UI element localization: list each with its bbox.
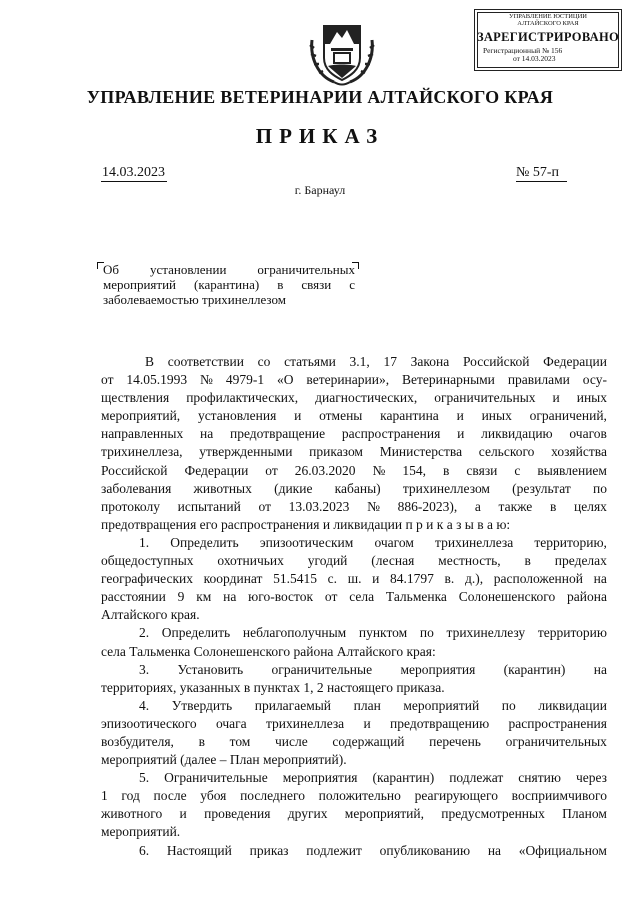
- body-line: [101, 643, 607, 661]
- body-word: села Тальменка Солонешенского района Алтайского края:: [101, 643, 436, 659]
- body-word: Определить: [161, 625, 231, 641]
- body-word: мероприятий (далее – План мероприятий).: [101, 752, 347, 768]
- body-word: 51.5415: [273, 571, 317, 587]
- body-word: соответствии: [167, 354, 244, 369]
- body-line: [101, 498, 607, 516]
- body-word: от: [101, 372, 114, 388]
- body-line: [101, 679, 607, 697]
- body-word: мероприятий: [403, 697, 480, 713]
- body-word: последнего: [240, 788, 305, 804]
- body-word: Ограничительные: [164, 770, 268, 786]
- body-word: 1: [101, 788, 108, 804]
- body-word: осу-: [582, 372, 607, 388]
- body-word: проведения: [204, 806, 271, 822]
- body-word: территорию: [537, 625, 607, 641]
- body-word: распространения: [341, 426, 441, 442]
- body-word: после: [153, 788, 187, 804]
- body-word: (лесная: [371, 553, 415, 569]
- body-word: и: [294, 408, 302, 424]
- body-word: протоколу: [101, 498, 160, 514]
- body-line: [101, 787, 607, 805]
- body-word: в: [524, 553, 531, 569]
- body-word: Министерства: [379, 444, 463, 460]
- body-word: 13.03.2023: [288, 498, 350, 514]
- body-word: с: [514, 462, 521, 478]
- body-word: 14.05.1993: [126, 372, 188, 388]
- body-word: территориях, указанных в пунктах 1, 2 настоящего приказа.: [101, 679, 445, 695]
- body-word: предусмотренных: [441, 806, 545, 822]
- body-line: [101, 769, 607, 787]
- body-word: профилактических,: [186, 390, 299, 406]
- body-word: со: [257, 354, 271, 369]
- body-word: (результат: [512, 480, 571, 496]
- body-word: и: [372, 571, 380, 587]
- body-word: 17: [383, 354, 397, 369]
- body-word: В: [145, 354, 155, 369]
- body-word: в: [549, 498, 557, 514]
- body-word: и: [179, 806, 187, 822]
- body-word: Солонешенского: [458, 589, 556, 605]
- body-word: (дикие: [274, 480, 313, 496]
- body-word: отмены: [319, 408, 363, 424]
- body-line: [101, 697, 607, 715]
- body-word: и: [552, 390, 560, 406]
- body-word: неблагополучным: [242, 625, 347, 641]
- body-word: по: [501, 697, 516, 713]
- stamp-reg-number: Регистрационный № 156: [483, 46, 563, 55]
- stamp-authority-line2: АЛТАЙСКОГО КРАЯ: [517, 20, 579, 27]
- body-word: Федерации: [184, 462, 249, 478]
- subject-line: [103, 262, 355, 277]
- body-word: 3.: [139, 661, 150, 677]
- body-word: очагов: [569, 426, 607, 442]
- order-subject: [103, 262, 355, 307]
- body-word: и: [363, 715, 371, 731]
- body-word: ограничительных: [434, 390, 536, 406]
- body-word: мероприятия: [282, 770, 358, 786]
- registration-stamp: [474, 9, 622, 71]
- body-word: Ветеринарными: [402, 372, 495, 388]
- body-word: на: [487, 842, 502, 858]
- order-body: [101, 353, 607, 860]
- body-word: подлежат: [449, 770, 504, 786]
- body-line: [101, 425, 607, 443]
- body-word: трихинеллеза,: [101, 444, 183, 460]
- body-word: год: [121, 788, 140, 804]
- order-number: № 57-п: [516, 165, 567, 182]
- body-word: эпизоотического: [101, 715, 197, 731]
- body-word: предотвращению: [390, 715, 490, 731]
- body-word: ограничений,: [529, 408, 607, 424]
- body-word: кабаны): [334, 480, 381, 496]
- body-word: ществления: [101, 390, 170, 406]
- body-word: 9: [177, 589, 185, 605]
- body-word: опубликованию: [379, 842, 471, 858]
- stamp-status: ЗАРЕГИСТРИРОВАНО: [476, 30, 620, 44]
- subject-word: в: [277, 277, 284, 292]
- body-word: юго-восток: [248, 589, 314, 605]
- body-word: №: [372, 462, 386, 478]
- body-word: направленных: [101, 426, 184, 442]
- body-word: по: [592, 480, 607, 496]
- body-word: географических: [101, 571, 193, 587]
- body-word: общедоступных: [101, 553, 194, 569]
- subject-line: [103, 292, 355, 307]
- body-word: местность,: [438, 553, 501, 569]
- subject-word: Об: [103, 262, 120, 277]
- body-word: Утвердить: [171, 697, 233, 713]
- body-word: Определить: [170, 534, 239, 550]
- body-word: в.: [444, 571, 455, 587]
- body-word: Планом: [562, 806, 607, 822]
- subject-word: связи: [301, 277, 332, 292]
- body-line: [101, 661, 607, 679]
- body-word: положительно: [318, 788, 401, 804]
- body-line: [101, 805, 607, 823]
- body-word: Российской: [101, 462, 168, 478]
- body-word: на: [593, 661, 607, 677]
- order-date: 14.03.2023: [102, 165, 165, 180]
- body-line: [101, 588, 607, 606]
- body-word: возбудителя,: [101, 733, 174, 749]
- body-word: ветеринарии»,: [306, 372, 390, 388]
- body-word: хозяйства: [551, 444, 607, 460]
- body-word: трихинеллеза: [435, 534, 514, 550]
- body-word: карантина: [380, 408, 439, 424]
- body-word: подлежит: [306, 842, 362, 858]
- body-word: ш.: [347, 571, 362, 587]
- body-word: расположенной: [493, 571, 583, 587]
- body-word: животных: [193, 480, 252, 496]
- body-line: [101, 443, 607, 461]
- body-line: [101, 534, 607, 552]
- stamp-authority-line1: УПРАВЛЕНИЕ ЮСТИЦИИ: [509, 13, 587, 20]
- subject-word: мероприятий: [103, 277, 176, 292]
- subject-word: с: [349, 277, 355, 292]
- body-word: села: [349, 589, 375, 605]
- body-word: числе: [275, 733, 308, 749]
- body-word: утвержденными: [199, 444, 293, 460]
- body-word: животного: [101, 806, 163, 822]
- body-word: на: [223, 589, 237, 605]
- body-word: трихинеллеза: [265, 715, 345, 731]
- body-line: [101, 842, 607, 860]
- body-word: на: [593, 571, 607, 587]
- document-type: ПРИКАЗ: [255, 124, 385, 148]
- body-word: диагностических,: [315, 390, 418, 406]
- body-word: (карантин): [503, 661, 566, 677]
- body-word: 1.: [139, 534, 150, 550]
- order-city: г. Барнаул: [294, 183, 346, 197]
- body-word: иных: [576, 390, 607, 406]
- body-word: правилами: [507, 372, 570, 388]
- body-word: трихинеллезом: [402, 480, 490, 496]
- body-line: [101, 552, 607, 570]
- body-word: территорию,: [534, 534, 607, 550]
- body-word: расстоянии: [101, 589, 166, 605]
- body-word: эпизоотическим: [259, 534, 354, 550]
- body-word: мероприятий,: [344, 806, 424, 822]
- body-word: реагирующего: [414, 788, 498, 804]
- body-word: охотничьих: [217, 553, 284, 569]
- body-word: пунктом: [358, 625, 408, 641]
- organization-title: УПРАВЛЕНИЕ ВЕТЕРИНАРИИ АЛТАЙСКОГО КРАЯ: [86, 87, 554, 107]
- body-word: Закона: [410, 354, 450, 369]
- body-word: в: [443, 462, 450, 478]
- body-word: установления: [197, 408, 277, 424]
- body-word: ограничительных: [505, 733, 607, 749]
- body-word: 4979-1: [225, 372, 265, 388]
- body-word: выявлением: [537, 462, 607, 478]
- body-word: №: [200, 372, 213, 388]
- body-line: [101, 570, 607, 588]
- body-word: по: [419, 625, 434, 641]
- body-word: пределах: [554, 553, 607, 569]
- body-word: 26.03.2020: [294, 462, 356, 478]
- body-word: 154,: [402, 462, 427, 478]
- body-line: [101, 389, 607, 407]
- body-word: в: [198, 733, 205, 749]
- body-word: снятию: [518, 770, 561, 786]
- body-word: «Официальном: [518, 842, 607, 858]
- body-line: [101, 624, 607, 642]
- body-word: через: [575, 770, 607, 786]
- body-word: мероприятия: [400, 661, 476, 677]
- body-word: 4.: [139, 697, 150, 713]
- body-word: от: [258, 498, 271, 514]
- body-word: ограничительные: [271, 661, 373, 677]
- body-word: №: [367, 498, 380, 514]
- body-word: 84.1797: [390, 571, 434, 587]
- body-word: 5.: [139, 770, 150, 786]
- subject-word: установлении: [150, 262, 227, 277]
- body-word: «О: [277, 372, 294, 388]
- body-word: приказ: [249, 842, 289, 858]
- body-line: [101, 371, 607, 389]
- body-word: предотвращение: [229, 426, 326, 442]
- body-word: испытаний: [177, 498, 241, 514]
- body-line: [101, 733, 607, 751]
- body-line: [101, 715, 607, 733]
- subject-word: ограничительных: [257, 262, 355, 277]
- coat-of-arms-icon: [304, 18, 380, 88]
- body-word: ликвидацию: [481, 426, 553, 442]
- body-word: иных: [481, 408, 512, 424]
- body-word: очагом: [374, 534, 414, 550]
- body-word: связи: [466, 462, 498, 478]
- body-line: [101, 516, 607, 534]
- stamp-inner-frame: [477, 12, 619, 68]
- body-word: 886-2023),: [397, 498, 458, 514]
- body-word: от: [265, 462, 278, 478]
- body-line: [101, 751, 607, 769]
- body-word: целях: [574, 498, 607, 514]
- body-word: план: [353, 697, 381, 713]
- body-line: [101, 353, 607, 371]
- body-word: Установить: [177, 661, 244, 677]
- body-word: очага: [215, 715, 247, 731]
- body-word: 2.: [139, 625, 150, 641]
- body-word: угодий: [307, 553, 348, 569]
- body-line: [101, 823, 607, 841]
- body-word: Федерации: [543, 354, 607, 369]
- body-word: заболевания: [101, 480, 172, 496]
- body-word: км: [196, 589, 212, 605]
- body-word: перечень: [429, 733, 481, 749]
- body-word: а: [474, 498, 481, 514]
- body-word: района: [567, 589, 607, 605]
- body-word: мероприятий,: [101, 408, 181, 424]
- body-word: прилагаемый: [254, 697, 332, 713]
- body-word: Настоящий: [166, 842, 232, 858]
- body-word: с.: [327, 571, 338, 587]
- body-word: том: [229, 733, 251, 749]
- body-word: ликвидации: [538, 697, 607, 713]
- body-word: д.),: [464, 571, 484, 587]
- body-word: трихинеллезу: [446, 625, 526, 641]
- subject-word: (карантина): [194, 277, 260, 292]
- subject-line: [103, 277, 355, 292]
- body-word: (карантин): [372, 770, 435, 786]
- body-word: других: [287, 806, 328, 822]
- body-word: убоя: [200, 788, 227, 804]
- body-word: Российской: [462, 354, 530, 369]
- body-word: сельского: [478, 444, 535, 460]
- body-line: [101, 462, 607, 480]
- body-word: восприимчивого: [511, 788, 607, 804]
- body-word: на: [199, 426, 214, 442]
- body-line: [101, 606, 607, 624]
- body-word: предотвращения его распространения и ликвидации п р и к а з ы в а ю:: [101, 516, 511, 532]
- body-word: 3.1,: [349, 354, 370, 369]
- subject-word: заболеваемостью трихинеллезом: [103, 292, 286, 307]
- body-word: Тальменка: [385, 589, 447, 605]
- body-word: 6.: [139, 842, 150, 858]
- body-word: мероприятий.: [101, 824, 181, 840]
- body-word: от: [324, 589, 338, 605]
- body-word: статьями: [284, 354, 336, 369]
- body-word: содержащий: [332, 733, 405, 749]
- stamp-reg-date: от 14.03.2023: [513, 54, 556, 63]
- body-word: и: [456, 408, 464, 424]
- body-word: приказом: [309, 444, 363, 460]
- body-line: [101, 480, 607, 498]
- body-word: и: [457, 426, 465, 442]
- body-line: [101, 407, 607, 425]
- body-word: координат: [203, 571, 263, 587]
- body-word: также: [498, 498, 533, 514]
- body-word: Алтайского края.: [101, 607, 200, 623]
- body-word: распространения: [508, 715, 607, 731]
